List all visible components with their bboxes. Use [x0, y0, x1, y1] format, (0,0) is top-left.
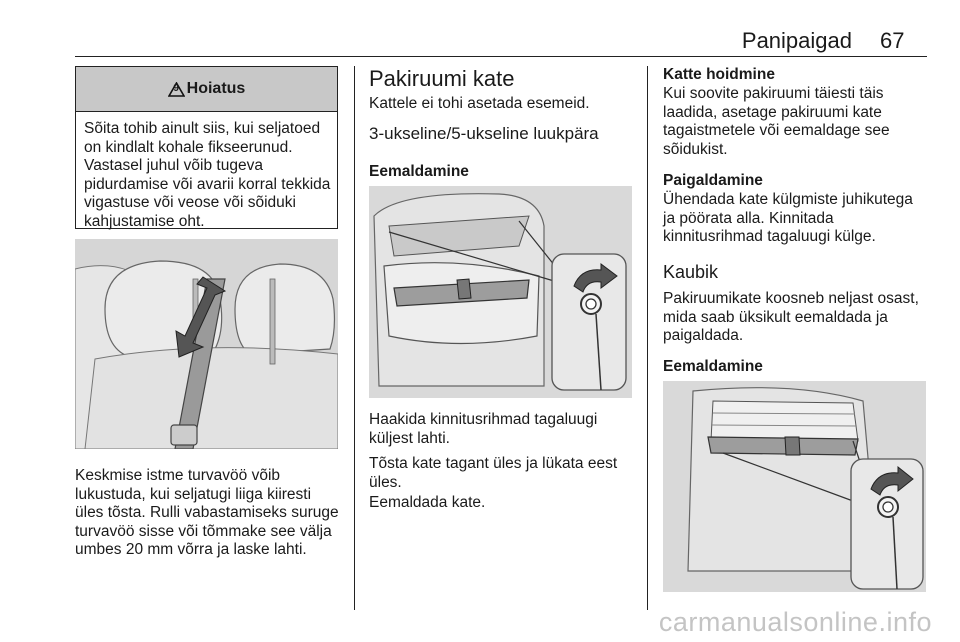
installation-text: Ühendada kate külgmiste juhikutega ja pöörata alla. Kinnitada kinnitusrihmad tagaluugi külge. — [663, 191, 913, 246]
column-divider-1 — [354, 66, 355, 610]
warning-title: Hoiatus — [186, 80, 246, 97]
figure-rear-seat-belt — [75, 239, 338, 449]
heading-van: Kaubik — [663, 262, 719, 282]
removal-step-2: Tõsta kate tagant üles ja lükata eest üles. — [369, 455, 618, 491]
header-rule — [75, 56, 927, 57]
warning-header — [76, 67, 337, 112]
heading-cover-storage: Katte hoidmine — [663, 66, 775, 83]
figure-van-cover — [663, 381, 926, 592]
subheading-hatchback: 3-ukseline/5-ukseline luukpära — [369, 124, 599, 143]
page-number: 67 — [880, 28, 905, 53]
cover-storage-text: Kui soovite pakiruumi täiesti täis laadida, asetage pakiruumi kate tagaistmetele või eemaldage see sõidukist. — [663, 85, 890, 158]
removal-step-3: Eemaldada kate. — [369, 494, 486, 511]
warning-text: Sõita tohib ainult siis, kui seljatoed on kindlalt kohale fikseerunud. Vastasel juhul võib tugeva pidurdamise või avarii korral tekkida vigastuse või veose või sõiduki kahjustamise oht. — [84, 120, 331, 230]
running-header-title: Panipaigad — [741, 28, 852, 53]
van-text: Pakiruumikate koosneb neljast osast, mida saab üksikult eemaldada ja paigaldada. — [663, 290, 919, 345]
heading-removal-1: Eemaldamine — [369, 163, 469, 180]
warning-triangle-icon: 9 — [168, 82, 185, 97]
heading-removal-2: Eemaldamine — [663, 358, 763, 375]
cover-intro: Kattele ei tohi asetada esemeid. — [369, 95, 590, 112]
warning-box — [75, 66, 338, 229]
figure-hatchback-cover — [369, 186, 632, 398]
section-heading-cover: Pakiruumi kate — [369, 66, 515, 91]
watermark: carmanualsonline.info — [658, 607, 932, 637]
column-divider-2 — [647, 66, 648, 610]
heading-installation: Paigaldamine — [663, 172, 763, 189]
seat-belt-caption: Keskmise istme turvavöö võib lukustuda, kui seljatugi liiga kiiresti üles tõsta. Rulli vabastamiseks suruge turvavöö sisse või tõmmake see välja umbes 20 mm võrra ja laske lahti. — [75, 467, 339, 559]
removal-step-1: Haakida kinnitusrihmad tagaluugi küljest lahti. — [369, 411, 598, 447]
